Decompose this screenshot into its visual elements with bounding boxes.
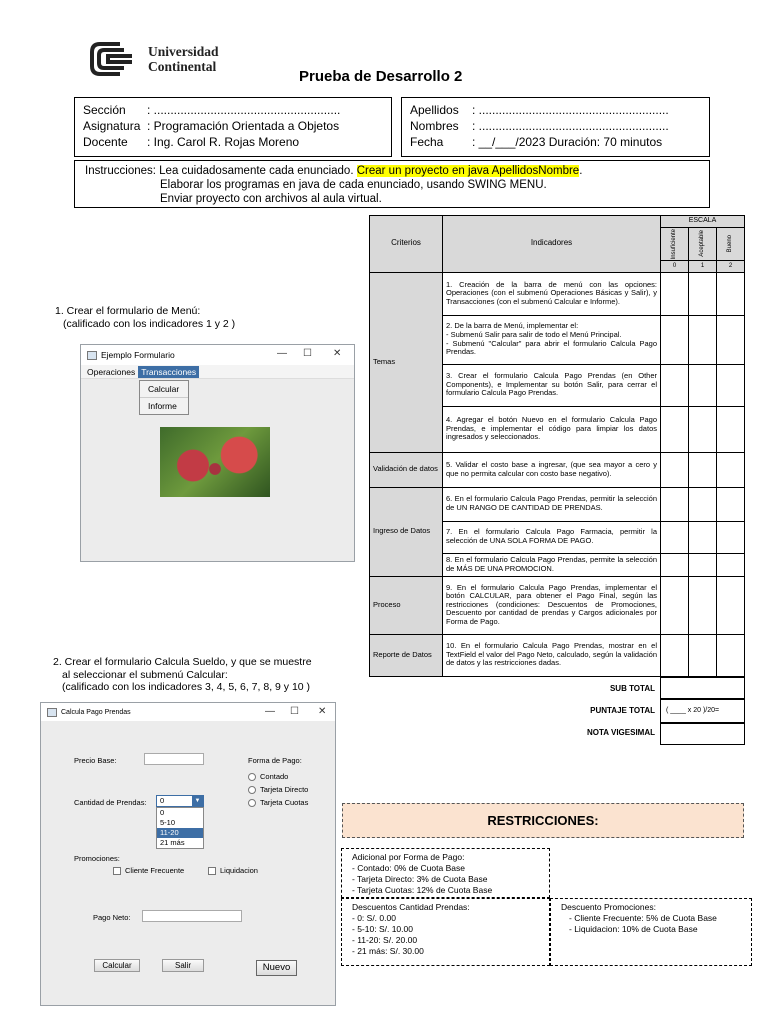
score-cell[interactable] [689, 452, 717, 487]
salir-button[interactable]: Salir [162, 959, 204, 972]
instructions-line-3: Enviar proyecto con archivos al aula virtual. [160, 193, 382, 205]
flower-image [160, 427, 270, 497]
indicadores-header: Indicadores [443, 216, 661, 273]
forma-pago-group [248, 770, 308, 809]
menu-form-window [80, 344, 355, 562]
java-app-icon [87, 351, 97, 360]
radio-icon [248, 773, 256, 781]
score-cell[interactable] [689, 553, 717, 576]
criterio-cell: Ingreso de Datos [370, 487, 443, 576]
precio-base-label: Precio Base: [74, 756, 117, 765]
scale-value: 2 [717, 260, 745, 272]
logo-mark-icon [90, 42, 138, 76]
criterios-header: Criterios [370, 216, 443, 273]
scale-label: Bueno [727, 235, 734, 253]
indicator-1: 1. Creación de la barra de menú con las opciones: Operaciones (con el submenú Operaciones Básicas y Salir), y Transacciones (con el submenú Calcular e Informe). [443, 272, 661, 315]
window-titlebar [41, 703, 335, 721]
instructions-line-1 [85, 164, 699, 178]
logo-line-1: Universidad [148, 44, 219, 59]
list-item: - 11-20: S/. 20.00 [352, 935, 539, 946]
combo-option[interactable]: 5-10 [160, 818, 176, 827]
combo-option-selected[interactable]: 11-20 [157, 828, 203, 838]
radio-icon [248, 799, 256, 807]
score-cell[interactable] [717, 452, 745, 487]
escala-header: ESCALA [661, 216, 745, 228]
score-cell[interactable] [661, 521, 689, 553]
score-cell[interactable] [689, 364, 717, 406]
score-cell[interactable] [661, 576, 689, 634]
logo-text [148, 44, 219, 74]
instructions-prefix: Instrucciones: [85, 165, 156, 177]
score-cell[interactable] [717, 553, 745, 576]
indicator-7: 7. En el formulario Calcula Pago Farmacia, permitir la selección de UNA SOLA FORMA DE PAGO. [443, 521, 661, 553]
score-cell[interactable] [689, 406, 717, 452]
info-row-fecha [410, 134, 701, 150]
score-cell[interactable] [661, 452, 689, 487]
list-item: - Tarjeta Cuotas: 12% de Cuota Base [352, 885, 539, 896]
minimize-icon[interactable]: — [265, 706, 275, 717]
info-label: Fecha [410, 135, 444, 149]
window-title: Ejemplo Formulario [101, 350, 175, 360]
nuevo-button[interactable]: Nuevo [256, 960, 297, 976]
course-info-box [74, 97, 392, 157]
question-1-line: 1. Crear el formulario de Menú: [55, 305, 201, 317]
rubric-table [369, 215, 745, 677]
pago-neto-field[interactable] [142, 910, 242, 922]
indicator-2: 2. De la barra de Menú, implementar el: - Submenú Salir para salir de todo el Menú Principal. - Submenú "Calcular" para abrir el formulario Calcula Pago Prendas. [443, 315, 661, 364]
radio-label: Tarjeta Directo [260, 785, 309, 794]
score-cell[interactable] [661, 406, 689, 452]
pago-neto-label: Pago Neto: [93, 913, 131, 922]
info-value: : ........................................................ [147, 103, 341, 117]
criterio-cell: Proceso [370, 576, 443, 634]
cantidad-list [352, 913, 539, 957]
promociones-label: Promociones: [74, 854, 120, 863]
score-cell[interactable] [661, 272, 689, 315]
precio-base-input[interactable] [144, 753, 204, 765]
score-cell[interactable] [661, 634, 689, 676]
scale-label-cell [717, 227, 745, 260]
criterio-cell: Reporte de Datos [370, 634, 443, 676]
combo-value: 0 [160, 796, 165, 805]
check-cliente-frecuente[interactable] [113, 866, 184, 875]
indicator-8: 8. En el formulario Calcula Pago Prendas, permite la selección de MÁS DE UNA PROMOCION. [443, 553, 661, 576]
radio-tarjeta-directo[interactable] [248, 783, 308, 796]
radio-label: Contado [260, 772, 289, 781]
close-icon[interactable]: ✕ [318, 706, 327, 717]
calcular-button[interactable]: Calcular [94, 959, 140, 972]
maximize-icon[interactable]: ☐ [303, 348, 312, 359]
cantidad-combo[interactable] [156, 795, 204, 807]
box-title: Descuentos Cantidad Prendas: [352, 902, 470, 912]
subtotal-box[interactable] [660, 677, 745, 699]
indicator-3: 3. Crear el formulario Calcula Pago Prendas (en Other Components), e Implementar su botón Salir, para cerrar el formulario Calcula Pago Prendas. [443, 364, 661, 406]
info-row-asignatura [83, 118, 383, 134]
info-label: Nombres [410, 119, 459, 133]
score-cell[interactable] [661, 487, 689, 521]
question-2-line: (calificado con los indicadores 3, 4, 5, 6, 7, 8, 9 y 10 ) [62, 681, 311, 693]
list-item: - 21 más: S/. 30.00 [352, 946, 539, 957]
list-item: - 0: S/. 0.00 [352, 913, 539, 924]
window-titlebar [81, 345, 354, 365]
question-2-line: al seleccionar el submenú Calcular: [62, 668, 228, 681]
submenu-informe[interactable]: Informe [148, 401, 177, 411]
list-item: - Contado: 0% de Cuota Base [352, 863, 539, 874]
puntaje-total-label: PUNTAJE TOTAL [590, 706, 655, 715]
score-cell[interactable] [717, 315, 745, 364]
scale-label: Aceptable [699, 230, 706, 258]
score-cell[interactable] [717, 521, 745, 553]
score-cell[interactable] [689, 521, 717, 553]
java-app-icon [47, 708, 57, 717]
info-value: : __/___/2023 Duración: 70 minutos [472, 135, 663, 149]
window-title: Calcula Pago Prendas [61, 708, 131, 716]
instructions-box [74, 160, 710, 208]
info-row-apellidos [410, 102, 701, 118]
scale-value: 0 [661, 260, 689, 272]
instructions-text: . [579, 165, 583, 177]
radio-contado[interactable] [248, 770, 308, 783]
info-value: : ......................................................... [472, 119, 669, 133]
info-row-nombres [410, 118, 701, 134]
criterio-cell: Validación de datos [370, 452, 443, 487]
question-1 [55, 305, 235, 330]
radio-icon [248, 786, 256, 794]
nota-vigesimal-box[interactable] [660, 723, 745, 745]
university-logo [90, 40, 230, 80]
score-cell[interactable] [717, 576, 745, 634]
adicional-list [352, 863, 539, 896]
nota-vigesimal-label: NOTA VIGESIMAL [587, 728, 655, 737]
combo-option[interactable]: 21 más [160, 838, 185, 847]
cantidad-prendas-label: Cantidad de Prendas: [74, 798, 147, 807]
score-cell[interactable] [689, 487, 717, 521]
student-info-box [401, 97, 710, 157]
checkbox-icon [208, 867, 216, 875]
minimize-icon[interactable]: — [277, 348, 287, 359]
score-cell[interactable] [717, 406, 745, 452]
instructions-highlight: Crear un proyecto en java ApellidosNombre [356, 165, 580, 177]
checkbox-label: Cliente Frecuente [125, 866, 185, 875]
calcula-pago-window [40, 702, 336, 1006]
box-title: Descuento Promociones: [561, 902, 656, 912]
scale-value: 1 [689, 260, 717, 272]
forma-pago-label: Forma de Pago: [248, 756, 302, 765]
info-label: Docente [83, 135, 128, 149]
criterio-cell: Temas [370, 272, 443, 452]
score-cell[interactable] [717, 364, 745, 406]
document-title: Prueba de Desarrollo 2 [299, 68, 463, 85]
radio-tarjeta-cuotas[interactable] [248, 796, 308, 809]
radio-label: Tarjeta Cuotas [260, 798, 309, 807]
score-cell[interactable] [689, 272, 717, 315]
box-title: Adicional por Forma de Pago: [352, 852, 465, 862]
score-cell[interactable] [689, 634, 717, 676]
combo-option[interactable]: 0 [160, 808, 165, 817]
score-cell[interactable] [717, 272, 745, 315]
info-value: : Programación Orientada a Objetos [147, 119, 340, 133]
scale-label-cell [661, 227, 689, 260]
logo-line-2: Continental [148, 59, 217, 74]
checkbox-icon [113, 867, 121, 875]
list-item: - Cliente Frecuente: 5% de Cuota Base [569, 913, 741, 924]
instructions-text: Lea cuidadosamente cada enunciado. [159, 165, 357, 177]
checkbox-label: Liquidacion [220, 866, 258, 875]
score-cell[interactable] [717, 487, 745, 521]
info-label: Sección [83, 103, 126, 117]
list-item: - Tarjeta Directo: 3% de Cuota Base [352, 874, 539, 885]
score-cell[interactable] [689, 315, 717, 364]
question-2 [53, 656, 312, 694]
indicator-4: 4. Agregar el botón Nuevo en el formulario Calcula Pago Prendas, e implementar el código para limpiar los datos ingresados y seleccionados. [443, 406, 661, 452]
transacciones-submenu [139, 380, 189, 415]
check-liquidacion[interactable] [208, 866, 258, 875]
info-value: : ......................................................... [472, 103, 669, 117]
descuentos-cantidad-box [341, 898, 550, 966]
question-2-line: 2. Crear el formulario Calcula Sueldo, y que se muestre [53, 656, 312, 668]
score-cell[interactable] [661, 553, 689, 576]
question-1-line: (calificado con los indicadores 1 y 2 ) [63, 317, 236, 330]
info-value: : Ing. Carol R. Rojas Moreno [147, 135, 300, 149]
menu-bar [81, 365, 354, 379]
subtotal-label: SUB TOTAL [609, 684, 655, 693]
instructions-line-2: Elaborar los programas en java de cada enunciado, usando SWING MENU. [160, 179, 547, 191]
indicator-9: 9. En el formulario Calcula Pago Prendas, implementar el botón CALCULAR, para obtener el Pago Final, según las restricciones (condiciones: Descuentos de Promociones, Descuento por cantidad de prendas y Cargos adicionales por Forma de Pago. [443, 576, 661, 634]
info-label: Apellidos [410, 103, 459, 117]
score-cell[interactable] [717, 634, 745, 676]
scale-label-cell [689, 227, 717, 260]
info-row-docente [83, 134, 383, 150]
chevron-down-icon[interactable]: ▼ [192, 796, 203, 806]
submenu-calcular[interactable]: Calcular [140, 381, 188, 398]
adicional-forma-pago-box [341, 848, 550, 898]
indicator-5: 5. Validar el costo base a ingresar, (que sea mayor a cero y que no permita calcular con costo base negativo). [443, 452, 661, 487]
score-cell[interactable] [689, 576, 717, 634]
restricciones-title: RESTRICCIONES: [342, 803, 744, 838]
menu-operaciones[interactable]: Operaciones [87, 366, 136, 377]
indicator-6: 6. En el formulario Calcula Pago Prendas, permitir la selección de UN RANGO DE CANTIDAD DE PRENDAS. [443, 487, 661, 521]
score-cell[interactable] [661, 364, 689, 406]
scale-label: Insuficiente [671, 228, 678, 259]
descuento-promociones-box [550, 898, 752, 966]
indicator-10: 10. En el formulario Calcula Pago Prendas, mostrar en el TextField el valor del Pago Neto, calculado, según la validación de datos y las restricciones dadas. [443, 634, 661, 676]
list-item: - Liquidacion: 10% de Cuota Base [569, 924, 741, 935]
info-label: Asignatura [83, 119, 141, 133]
score-cell[interactable] [661, 315, 689, 364]
puntaje-total-box[interactable]: ( ____ x 20 )/20= [660, 699, 745, 723]
close-icon[interactable]: ✕ [333, 348, 342, 359]
cantidad-dropdown-list [156, 807, 204, 849]
list-item: - 5-10: S/. 10.00 [352, 924, 539, 935]
promo-list [561, 913, 741, 935]
info-row-seccion [83, 102, 383, 118]
maximize-icon[interactable]: ☐ [290, 706, 299, 717]
menu-transacciones[interactable]: Transacciones [138, 366, 199, 378]
